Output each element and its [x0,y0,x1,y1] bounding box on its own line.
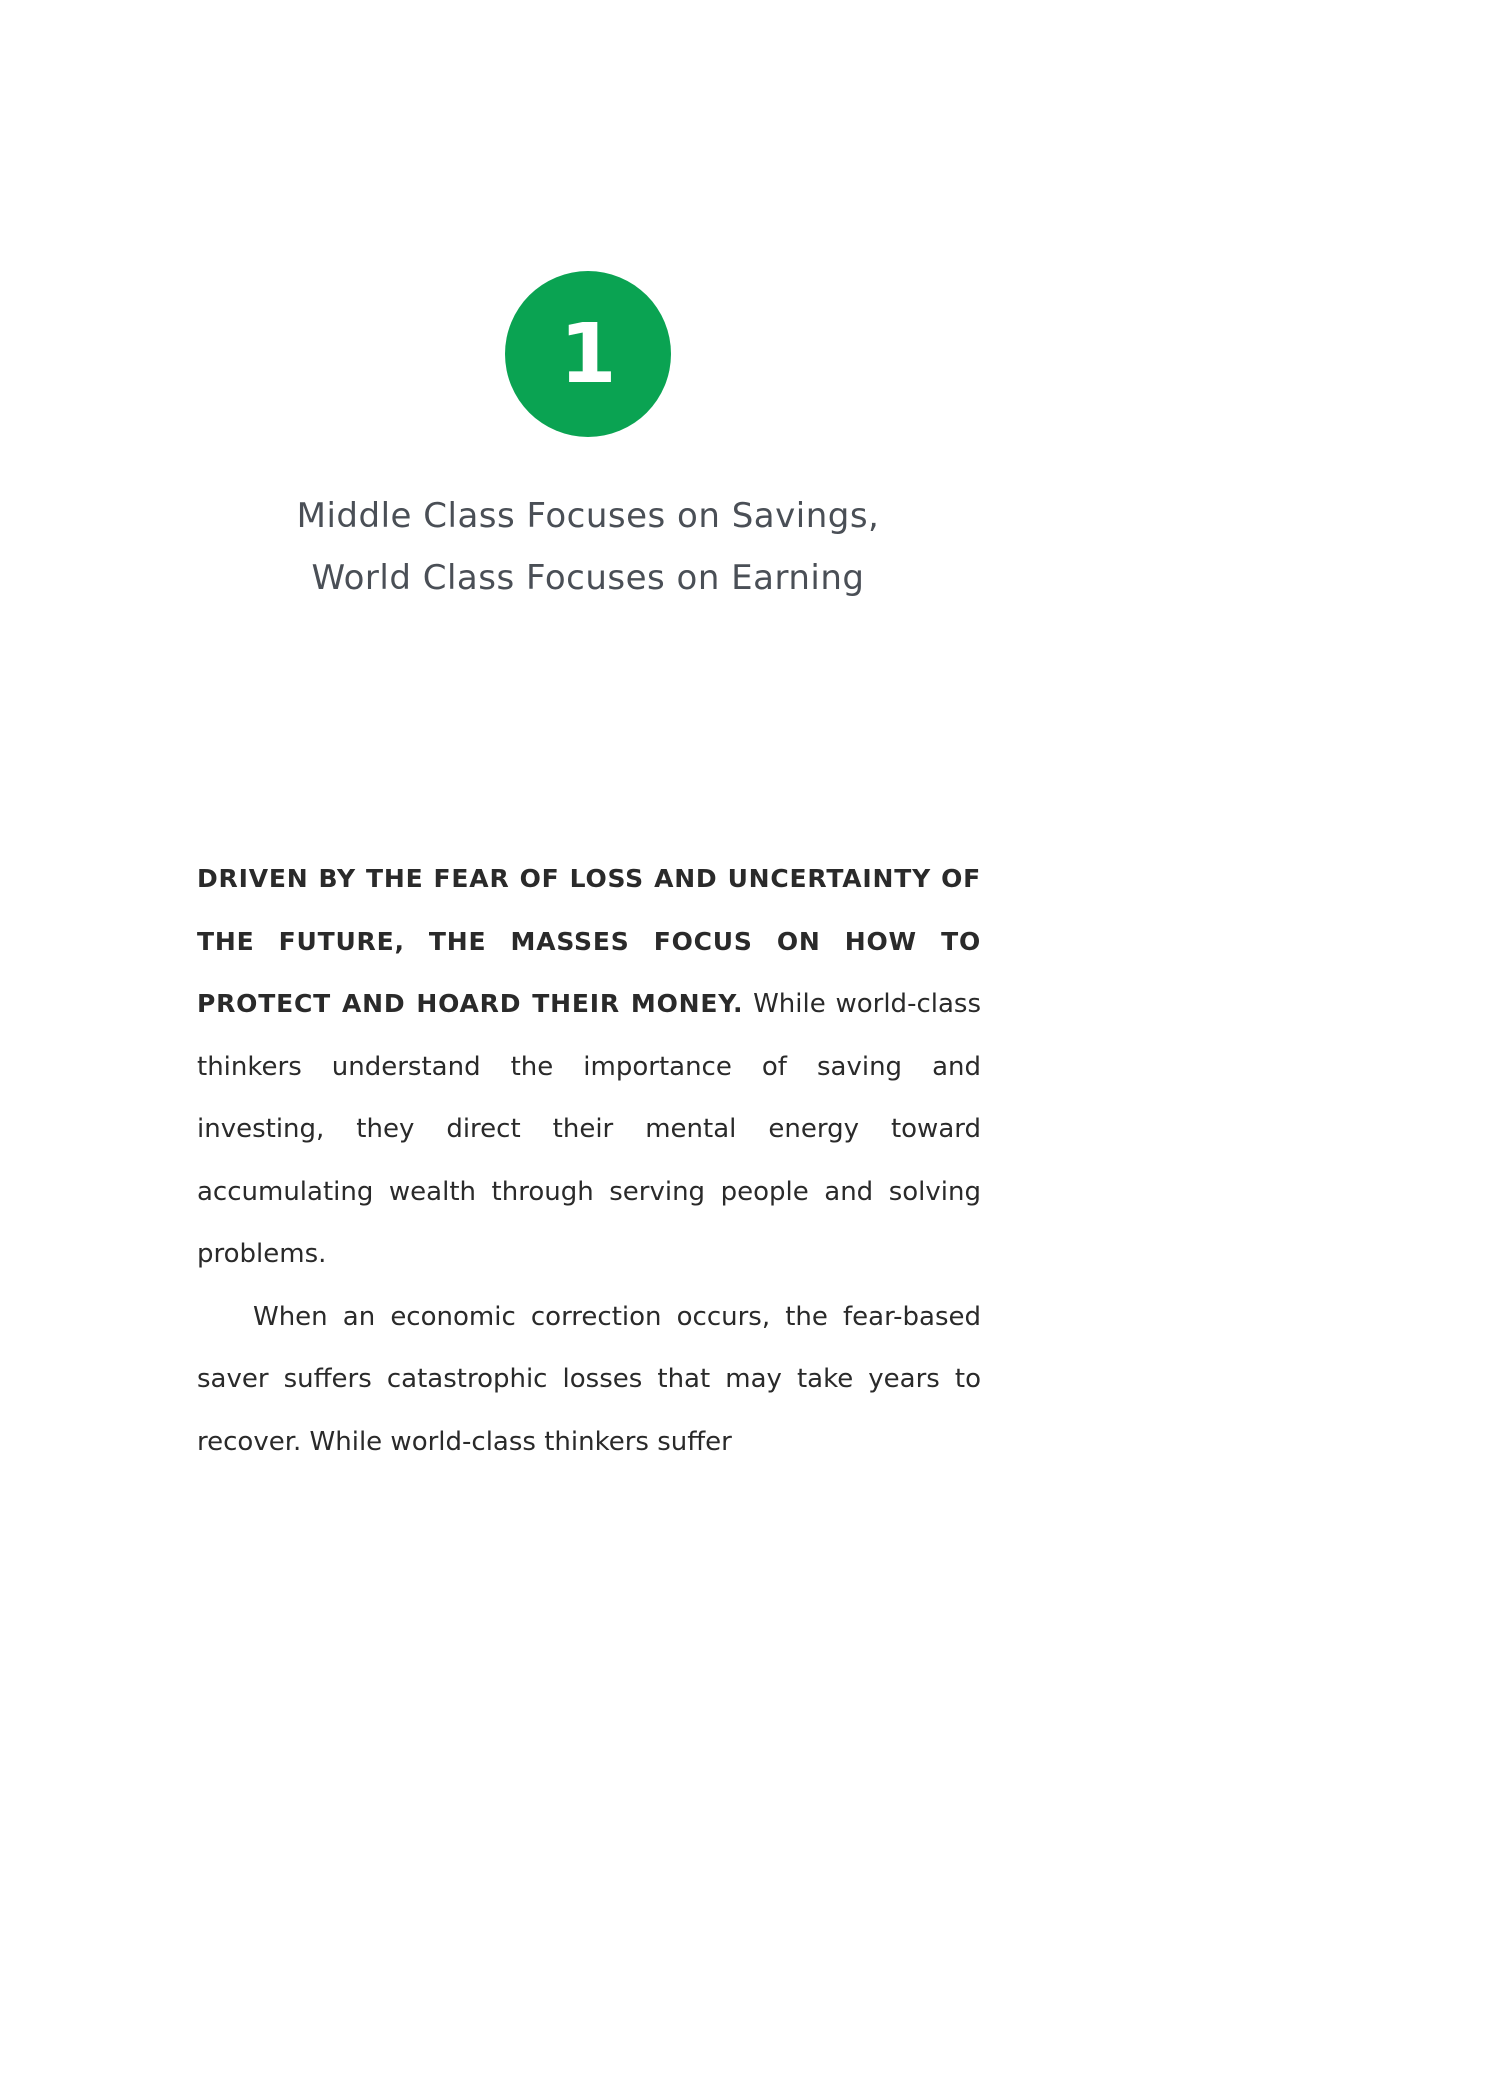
paragraph-1-text: While world-class thinkers understand the importance of saving and investing, they direct their mental energy toward accumulating wealth through serving people and solving problems. [197,989,981,1269]
chapter-title [180,485,996,609]
paragraph-2-text: When an economic correction occurs, the fear-based saver suffers catastrophic losses that may take years to recover. While world-class thinkers suffer [197,1301,981,1457]
body-text [197,848,981,1473]
chapter-number: 1 [559,307,617,402]
chapter-title-line-1: Middle Class Focuses on Savings, [296,496,880,536]
paragraph-lead-in: DRIVEN BY THE FEAR OF LOSS AND UNCERTAINTY OF THE FUTURE, THE MASSES FOCUS ON HOW TO PROTECT AND HOARD THEIR MONEY. [197,864,981,1018]
paragraph-2 [197,1286,981,1474]
chapter-title-line-2: World Class Focuses on Earning [311,558,865,598]
chapter-number-badge [505,271,671,437]
paragraph-1 [197,848,981,1286]
